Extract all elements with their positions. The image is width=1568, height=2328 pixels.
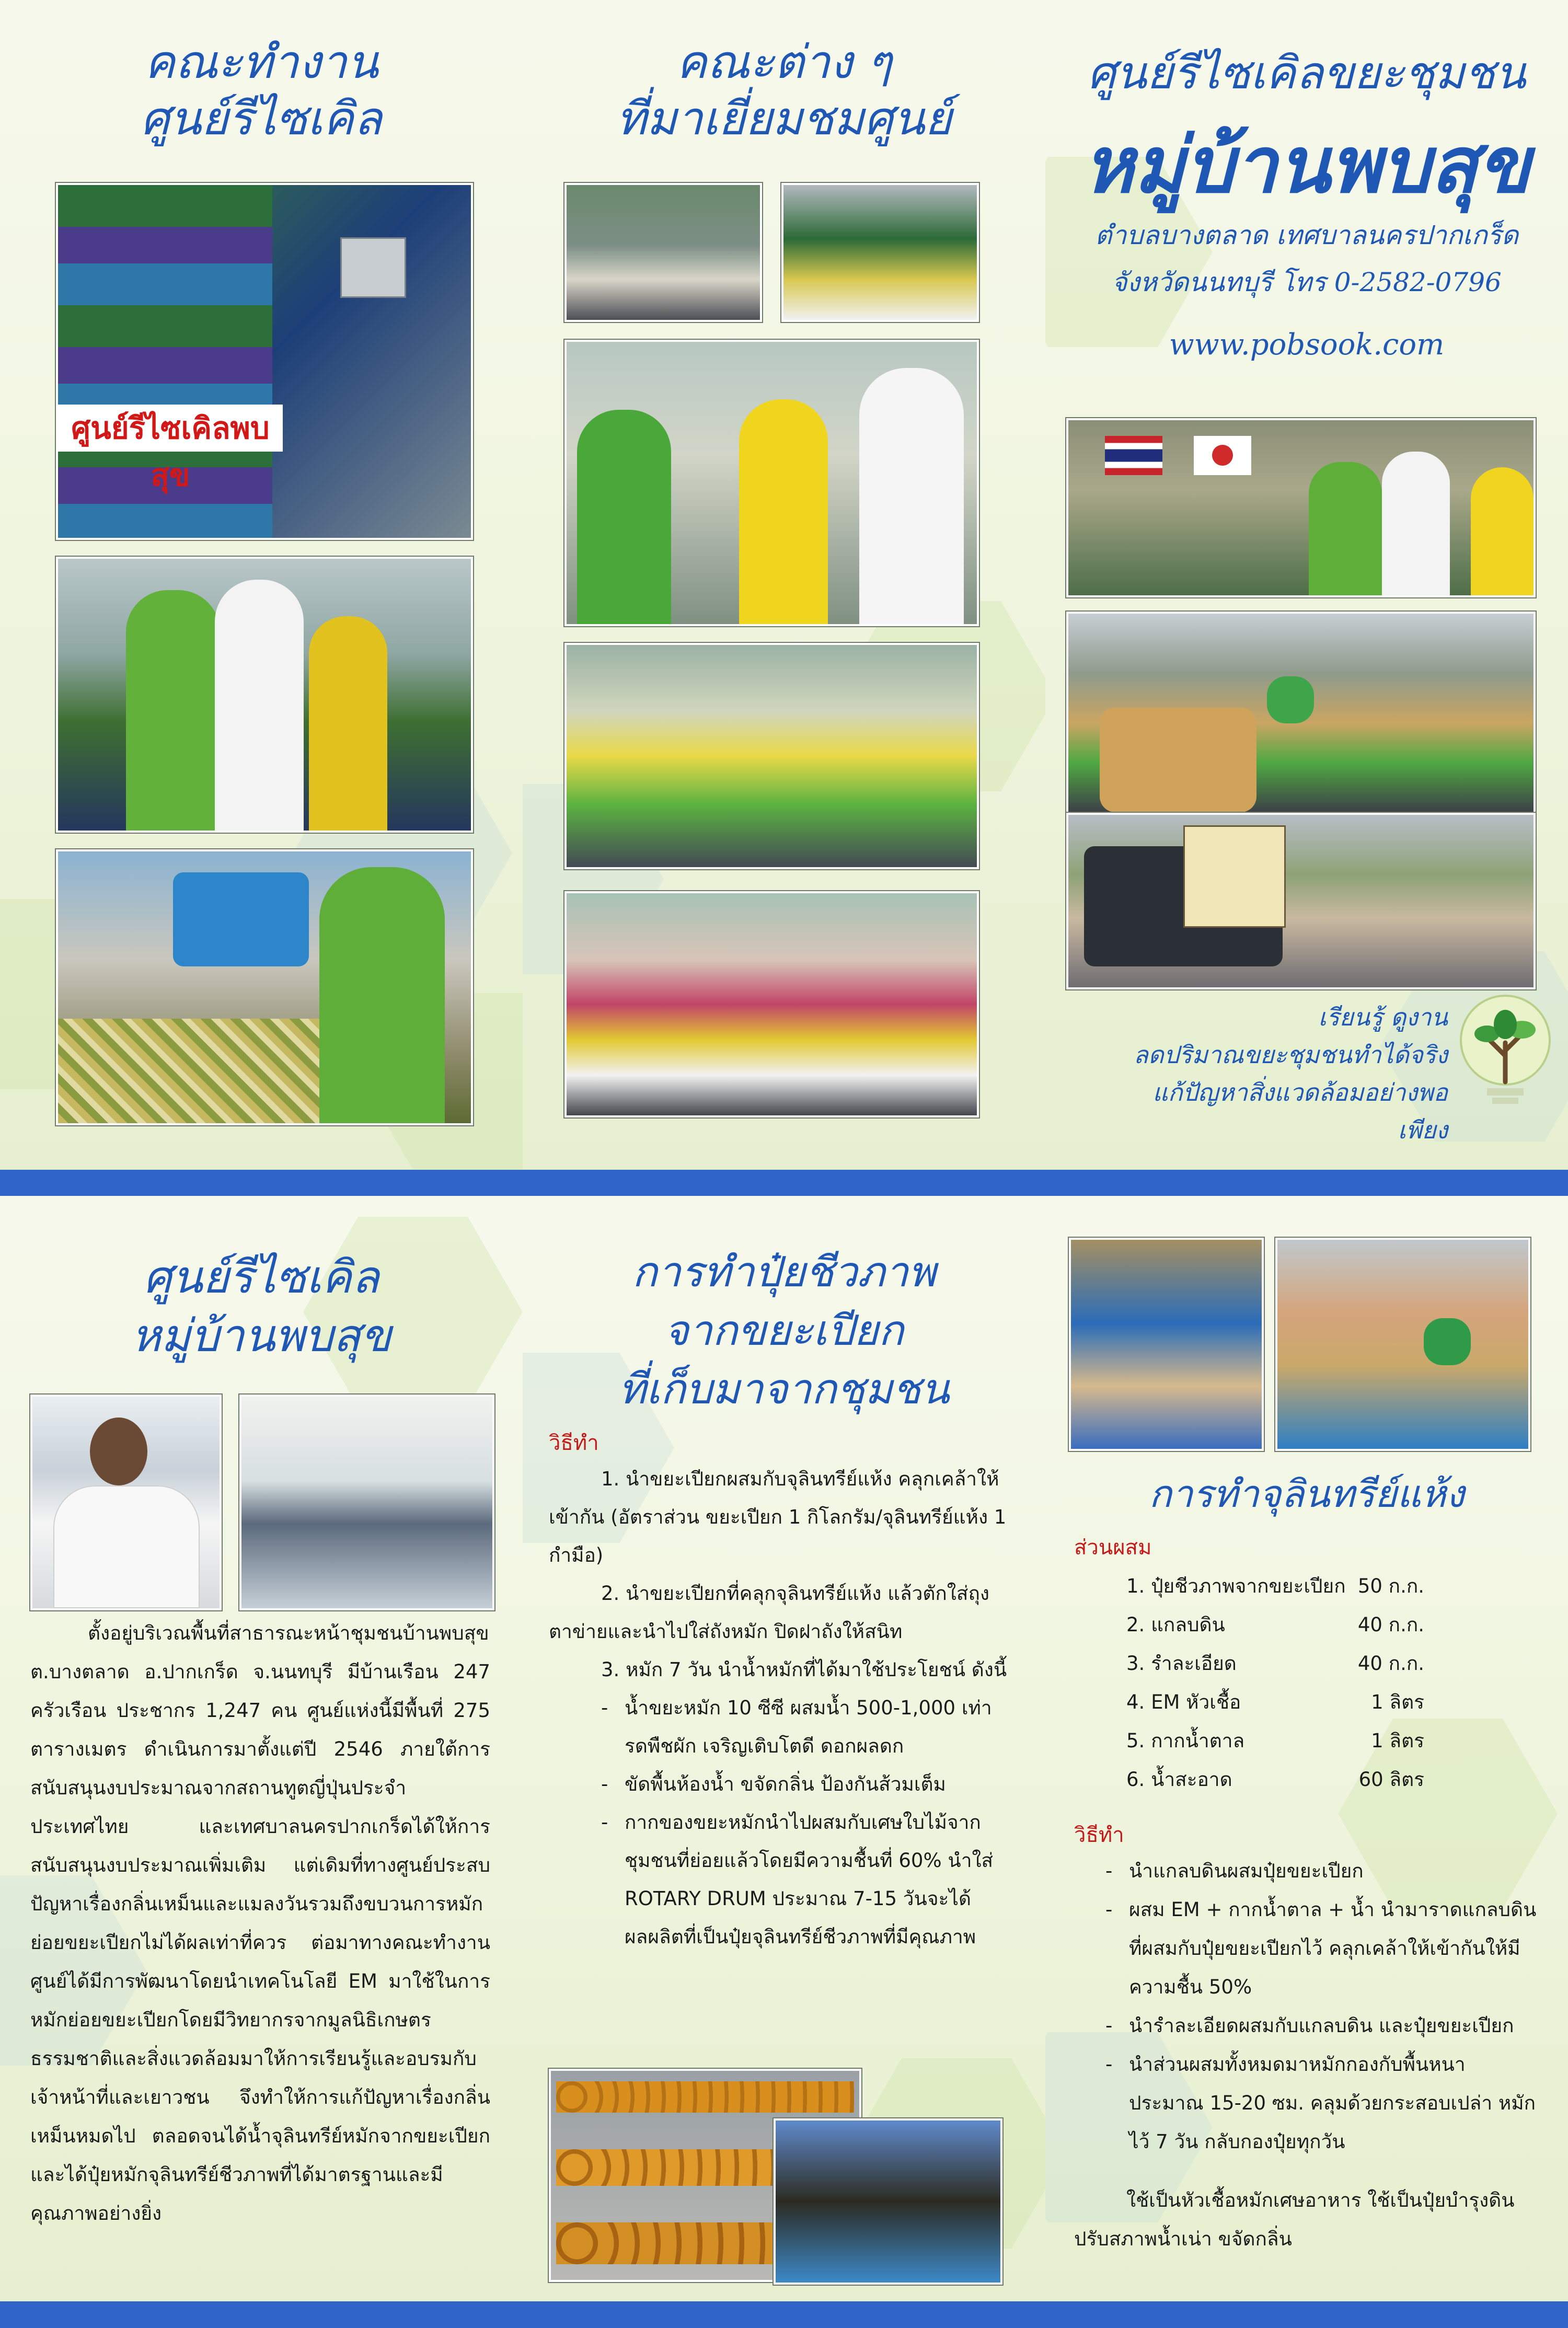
person-figure	[739, 399, 828, 624]
person-figure	[1471, 467, 1534, 595]
panel-title	[0, 34, 523, 147]
use-item: - กากของขยะหมักนำไปผสมกับเศษใบไม้จากชุมชนที่ย่อยแล้วโดยมีความชื้นที่ 60% นำใส่ ROTARY DRUM ประมาณ 7-15 วันจะได้ผลผลิตที่เป็นปุ๋ยจุลินทรีย์ชีวภาพที่มีคุณภาพ	[593, 1803, 1019, 1956]
title-line: ศูนย์รีไซเคิล	[141, 91, 382, 145]
photo-seated-audience	[239, 1395, 494, 1610]
ingredient-qty: 1 ลิตร	[1371, 1691, 1424, 1713]
ingredient-row	[1126, 1722, 1424, 1760]
tree-logo-icon	[1458, 993, 1552, 1108]
step-3-uses	[593, 1689, 1019, 1956]
ingredients-heading: ส่วนผสม	[1074, 1536, 1152, 1560]
cover-title: ศูนย์รีไซเคิลขยะชุมชน	[1087, 47, 1526, 99]
photo-speaker-with-microphone	[30, 1395, 222, 1610]
bottom-band	[0, 2301, 1568, 2328]
panel-dry-microorganism	[1045, 1196, 1568, 2301]
center-sign: ศูนย์รีไซเคิลพบสุข	[58, 405, 283, 452]
watering-can-icon	[1267, 676, 1314, 723]
title-line: คณะต่าง ๆ	[676, 35, 892, 89]
photo-team-welcoming-visitors	[56, 557, 473, 833]
method-items	[1098, 1852, 1537, 2161]
method-heading: วิธีทำ	[549, 1431, 599, 1455]
shelf-row	[556, 2149, 786, 2186]
step-3: 3. หมัก 7 วัน นำน้ำหมักที่ได้มาใช้ประโยชน์ ดังนี้	[601, 1658, 1007, 1681]
ingredient-name: 1. ปุ๋ยชีวภาพจากขยะเปียก	[1126, 1575, 1346, 1597]
japan-flag-icon	[1194, 436, 1251, 475]
method-heading: วิธีทำ	[1074, 1823, 1124, 1847]
title-line: ศูนย์รีไซเคิล	[143, 1251, 379, 1304]
ingredient-row	[1126, 1760, 1424, 1799]
step-2: 2. นำขยะเปียกที่คลุกจุลินทรีย์แห้ง แล้วตักใส่ถุงตาข่ายและนำไปใส่ถังหมัก ปิดฝาถังให้สนิท	[549, 1582, 989, 1643]
title-line: คณะทำงาน	[144, 35, 378, 89]
photo-mixing-compost	[56, 849, 473, 1125]
ingredient-list	[1126, 1567, 1424, 1799]
title-line: ที่มาเยี่ยมชมศูนย์	[616, 91, 952, 145]
ingredient-name: 6. น้ำสะอาด	[1126, 1768, 1232, 1791]
ingredient-name: 3. รำละเอียด	[1126, 1652, 1237, 1675]
thai-flag-icon	[1105, 436, 1162, 475]
about-paragraph: ตั้งอยู่บริเวณพื้นที่สาธารณะหน้าชุมชนบ้านพบสุข ต.บางตลาด อ.ปากเกร็ด จ.นนทบุรี มีบ้านเรือน 247 ครัวเรือน ประชากร 1,247 คน ศูนย์แห่งนี้มีพื้นที่ 275 ตารางเมตร ดำเนินการมาตั้งแต่ปี 2546 ภายใต้การสนับสนุนงบประมาณจากสถานทูตญี่ปุ่นประจำประเทศไทย และเทศบาลนครปากเกร็ดได้ให้การสนับสนุนงบประมาณเพิ่มเติม แต่เดิมที่ทางศูนย์ประสบปัญหาเรื่องกลิ่นเหม็นและแมลงวันรวมถึงขบวนการหมักย่อยขยะเปียกไม่ได้ผลเท่าที่ควร ต่อมาทางคณะทำงานศูนย์ได้มีการพัฒนาโดยนำเทคโนโลยี EM มาใช้ในการหมักย่อยขยะเปียกโดยมีวิทยากรจากมูลนิธิเกษตรธรรมชาติและสิ่งแวดล้อมมาให้การเรียนรู้และอบรมกับเจ้าหน้าที่และเยาวชน จึงทำให้การแก้ปัญหาเรื่องกลิ่นเหม็นหมดไป ตลอดจนได้น้ำจุลินทรีย์หมักจากขยะเปียกและได้ปุ๋ยหมักจุลินทรีย์ชีวภาพที่ได้มาตรฐานและมีคุณภาพอย่างยิ่ง	[30, 1622, 490, 2225]
person-figure	[1382, 452, 1450, 595]
person-figure	[1309, 462, 1382, 595]
tagline-line: เรียนรู้ ดูงาน	[1318, 1003, 1448, 1031]
panel-bio-fertilizer	[523, 1196, 1047, 2301]
photo-em-mixing	[1066, 612, 1536, 814]
tagline-line: ลดปริมาณขยะชุมชนทำได้จริง	[1133, 1041, 1448, 1069]
photo-mixing-bran	[1275, 1238, 1530, 1451]
panel-title: การทำจุลินทรีย์แห้ง	[1149, 1472, 1465, 1516]
photo-vehicle-and-group	[1066, 813, 1536, 989]
photo-fermentation-tub	[774, 2118, 1002, 2285]
method-item: - นำแกลบดินผสมปุ๋ยขยะเปียก	[1098, 1852, 1537, 1891]
person-figure	[126, 590, 220, 831]
panel-cover	[1045, 0, 1568, 1176]
vehicle-sign	[1183, 825, 1286, 928]
panel-title	[523, 1243, 1045, 1419]
cover-website-link[interactable]: www.pobsook.com	[1169, 328, 1445, 362]
photo-group-visit-1	[564, 183, 762, 322]
shelf-row	[556, 2081, 854, 2113]
ingredient-name: 4. EM หัวเชื้อ	[1126, 1691, 1241, 1713]
panel-title	[0, 1248, 523, 1365]
control-box	[340, 237, 406, 298]
cover-phone: จังหวัดนนทบุรี โทร 0-2582-0796	[1112, 267, 1502, 297]
step-1: 1. นำขยะเปียกผสมกับจุลินทรีย์แห้ง คลุกเคล้าให้เข้ากัน (อัตราส่วน ขยะเปียก 1 กิโลกรัม/จุลินทรีย์แห้ง 1 กำมือ)	[549, 1468, 1007, 1566]
ingredient-row	[1126, 1644, 1424, 1683]
speaker-head	[90, 1417, 147, 1485]
ingredient-qty: 40 ก.ก.	[1357, 1614, 1424, 1636]
person-figure	[319, 867, 445, 1123]
ingredient-row	[1126, 1683, 1424, 1722]
ingredient-qty: 1 ลิตร	[1371, 1730, 1424, 1752]
blue-tub	[173, 872, 309, 966]
ingredient-row	[1126, 1567, 1424, 1606]
ingredient-name: 2. แกลบดิน	[1126, 1614, 1225, 1636]
panel-visiting-groups	[523, 0, 1047, 1176]
compost-tub	[1100, 708, 1256, 812]
person-figure	[577, 410, 671, 624]
japan-flag-disc	[1212, 445, 1233, 466]
compost-pile	[58, 1019, 351, 1123]
brochure-inner-side	[0, 1196, 1568, 2301]
tagline-line: แก้ปัญหาสิ่งแวดล้อมอย่างพอเพียง	[1152, 1078, 1448, 1144]
closing-note: ใช้เป็นหัวเชื้อหมักเศษอาหาร ใช้เป็นปุ๋ยบำรุงดิน ปรับสภาพน้ำเน่า ขจัดกลิ่น	[1074, 2189, 1515, 2250]
person-figure	[309, 616, 387, 831]
panel-working-team	[0, 0, 524, 1176]
ingredient-qty: 60 ลิตร	[1358, 1768, 1424, 1791]
person-figure	[859, 368, 964, 624]
fold-band	[0, 1170, 1568, 1196]
panel-center-about	[0, 1196, 524, 2301]
method-item: - ผสม EM + กากน้ำตาล + น้ำ นำมาราดแกลบดินที่ผสมกับปุ๋ยขยะเปียกไว้ คลุกเคล้าให้เข้ากันให้มีความชื้น 50%	[1098, 1891, 1537, 2007]
tagline-block	[1124, 998, 1448, 1149]
speaker-body	[53, 1485, 200, 1608]
method-steps	[549, 1460, 1019, 1956]
watering-can-icon	[1424, 1318, 1471, 1365]
photo-group-visit-4	[564, 891, 979, 1117]
use-item: - น้ำขยะหมัก 10 ซีซี ผสมน้ำ 500-1,000 เท่า รดพืชผัก เจริญเติบโตดี ดอกผลดก	[593, 1689, 1019, 1765]
method-item: - นำรำละเอียดผสมกับแกลบดิน และปุ๋ยขยะเปียก	[1098, 2007, 1537, 2045]
photo-demonstration	[564, 340, 979, 626]
cover-village-name: หมู่บ้านพบสุข	[1082, 119, 1531, 210]
title-line: การทำปุ๋ยชีวภาพ	[632, 1248, 936, 1296]
title-line: จากขยะเปียก	[664, 1306, 904, 1355]
cover-address: ตำบลบางตลาด เทศบาลนครปากเกร็ด	[1094, 220, 1519, 250]
ingredient-qty: 40 ก.ก.	[1357, 1652, 1424, 1675]
use-item: - ขัดพื้นห้องน้ำ ขจัดกลิ่น ป้องกันส้วมเต็ม	[593, 1765, 1019, 1803]
title-line: หมู่บ้านพบสุข	[131, 1310, 391, 1362]
person-figure	[215, 580, 304, 831]
shelf-row	[556, 2222, 786, 2264]
panel-title	[523, 34, 1045, 147]
photo-recycle-center-plaque	[1066, 418, 1536, 597]
ingredient-qty: 50 ก.ก.	[1357, 1575, 1424, 1597]
photo-recycle-center-collage	[56, 183, 473, 540]
photo-group-visit-2	[781, 183, 979, 322]
method-item: - นำส่วนผสมทั้งหมดมาหมักกองกับพื้นหนาประมาณ 15-20 ซม. คลุมด้วยกระสอบเปล่า หมักไว้ 7 วัน กลับกองปุ๋ยทุกวัน	[1098, 2045, 1537, 2161]
photo-pouring-em	[1069, 1238, 1264, 1451]
photo-group-visit-3	[564, 643, 979, 869]
method-list	[1098, 1852, 1537, 2161]
title-line: ที่เก็บมาจากชุมชน	[618, 1365, 950, 1413]
ingredient-name: 5. กากน้ำตาล	[1126, 1730, 1245, 1752]
ingredient-row	[1126, 1606, 1424, 1644]
